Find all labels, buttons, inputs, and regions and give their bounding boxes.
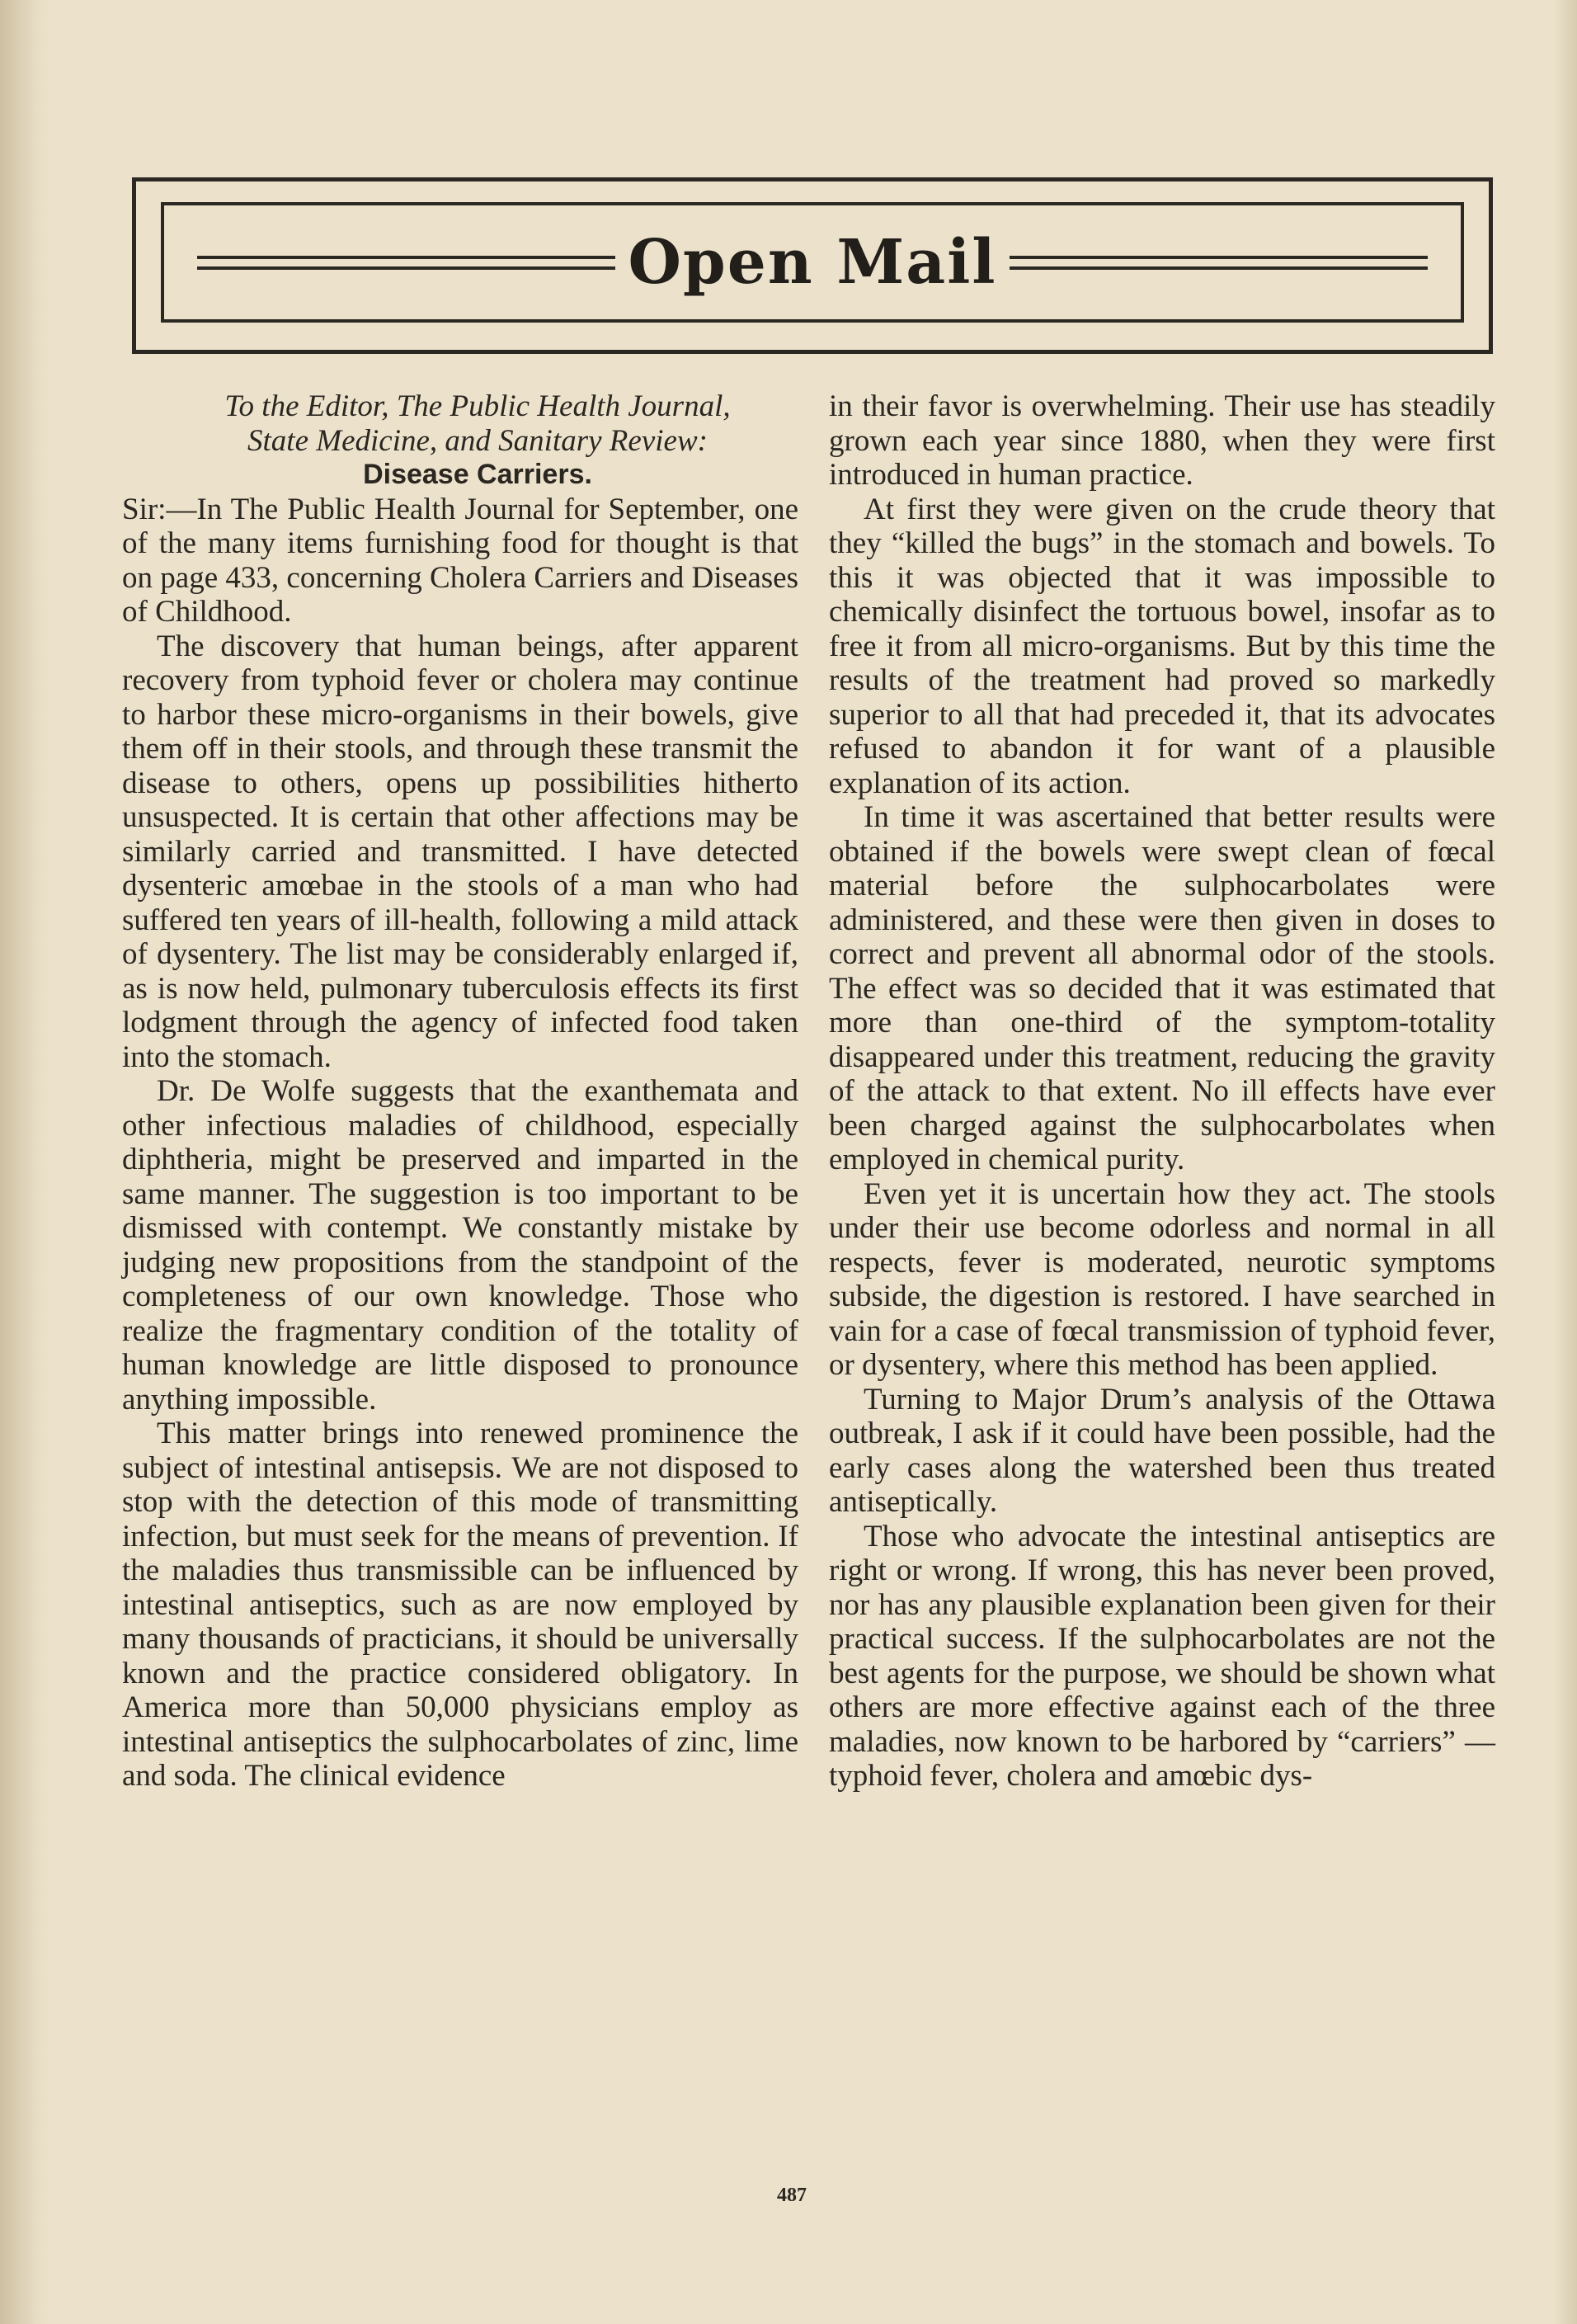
paragraph: This matter brings into renewed prominence the subject of intestinal antisepsis. We are not disposed to stop with the detection of this mode of transmitting infection, but must seek for the means of prevention. If the maladies thus transmissible can be influenced by intestinal antiseptics, such as are now employed by many thousands of practicians, it should be universally known and the practice considered obligatory. In America more than 50,000 physicians employ as intestinal antiseptics the sulphocarbolates of zinc, lime and soda. The clinical evidence [122, 1417, 798, 1793]
paragraph: The discovery that human beings, after apparent recovery from typhoid fever or cholera may continue to harbor these micro-organisms in their bowels, give them off in their stools, and through these transmit the disease to others, opens up possibilities hitherto unsuspected. It is certain that other affections may be similarly carried and transmitted. I have detected dysenteric amœbae in the stools of a man who had suffered ten years of ill-health, following a mild attack of dysentery. The list may be considerably enlarged if, as is now held, pulmonary tuberculosis effects its first lodgment through the agency of infected food taken into the stomach. [122, 629, 798, 1074]
paragraph: in their favor is overwhelming. Their use has steadily grown each year since 1880, when they were first introduced in human practice. [829, 389, 1495, 492]
left-column [122, 389, 798, 1794]
paragraph: Dr. De Wolfe suggests that the exanthemata and other infectious maladies of childhood, especially diphtheria, might be preserved and imparted in the same manner. The suggestion is too important to be dismissed with contempt. We constantly mistake by judging new propositions from the standpoint of the completeness of our own knowledge. Those who realize the fragmentary condition of the totality of human knowledge are little disposed to pronounce anything impossible. [122, 1074, 798, 1417]
section-banner [161, 202, 1464, 323]
salutation [122, 389, 798, 458]
page-binding-shadow [0, 0, 49, 2324]
letter-subject: Disease Carriers. [363, 459, 592, 490]
banner-rule-right [1010, 256, 1428, 270]
paragraph: In time it was ascertained that better results were obtained if the bowels were swept clean of fœcal material before the sulphocarbolates were administered, and these were then given in doses to correct and prevent all abnormal odor of the stools. The effect was so decided that it was estimated that more than one-third of the symptom-totality disappeared under this treatment, reducing the gravity of the attack to that extent. No ill effects have ever been charged against the sulphocarbolates when employed in chemical purity. [829, 800, 1495, 1176]
section-title: Open Mail [628, 227, 997, 298]
salutation-line-2: State Medicine, and Sanitary Review: [247, 423, 708, 458]
right-column [829, 389, 1495, 1794]
paragraph: Even yet it is uncertain how they act. The stools under their use become odorless and normal in all respects, fever is moderated, neurotic symptoms subside, the digestion is restored. I have searched in vain for a case of fœcal transmission of typhoid fever, or dysentery, where this method has been applied. [829, 1176, 1495, 1382]
paragraph: Sir:—In The Public Health Journal for September, one of the many items furnishing food for thought is that on page 433, concerning Cholera Carriers and Diseases of Childhood. [122, 492, 798, 629]
paragraph: Those who advocate the intestinal antiseptics are right or wrong. If wrong, this has never been proved, nor has any plausible explanation been given for their practical success. If the sulphocarbolates are not the best agents for the purpose, we should be shown what others are more effective against each of the three maladies, now known to be harbored by “carriers” —typhoid fever, cholera and amœbic dys- [829, 1519, 1495, 1793]
banner-rule-left [197, 256, 615, 270]
paragraph: At first they were given on the crude theory that they “killed the bugs” in the stomach and bowels. To this it was objected that it was impossible to chemically disinfect the tortuous bowel, insofar as to free it from all micro-organisms. But by this time the results of the treatment had proved so markedly superior to all that had preceded it, that its advocates refused to abandon it for want of a plausible explanation of its action. [829, 492, 1495, 800]
salutation-line-1: To the Editor, The Public Health Journal, [224, 389, 731, 423]
paragraph: Turning to Major Drum’s analysis of the Ottawa outbreak, I ask if it could have been possible, had the early cases along the watershed been thus treated antiseptically. [829, 1382, 1495, 1519]
page-number: 487 [777, 2185, 807, 2206]
page-edge-shadow [1552, 0, 1577, 2324]
